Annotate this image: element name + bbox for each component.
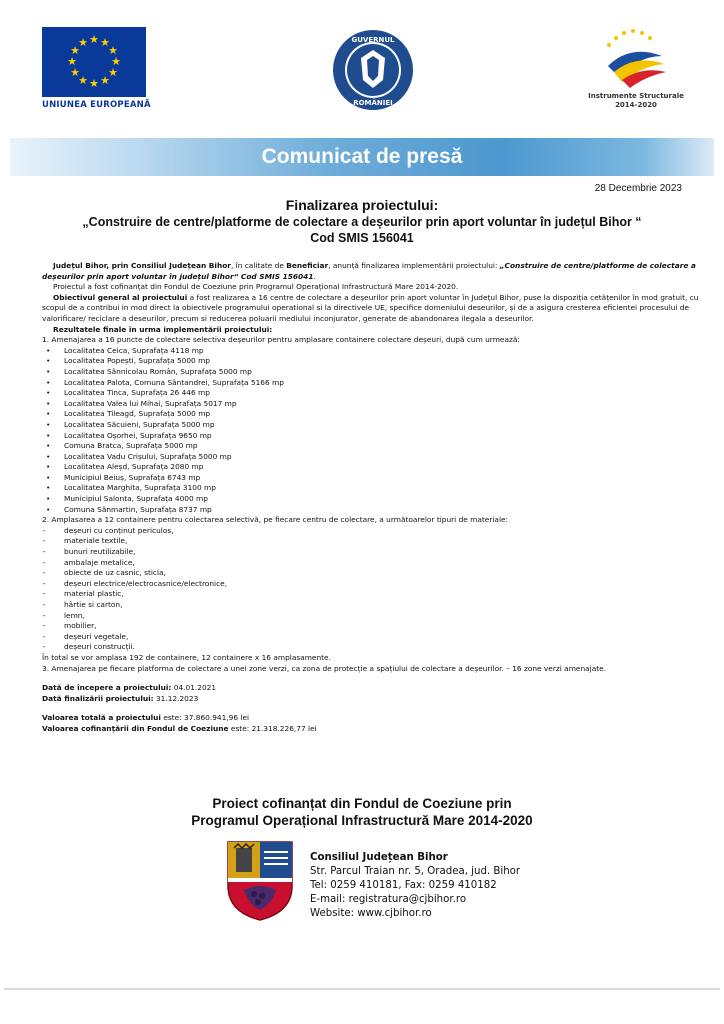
list-item: - deșeuri construcții. — [42, 642, 710, 653]
eu-stars — [42, 27, 146, 97]
svg-text:ROMÂNIEI: ROMÂNIEI — [353, 99, 393, 107]
svg-text:★: ★ — [78, 74, 88, 87]
svg-text:★: ★ — [89, 77, 99, 90]
banner-title: Comunicat de presă — [261, 145, 463, 168]
intro-text-rest: , anunță finalizarea implementării proiectului: — [328, 261, 500, 270]
total-containers-line: În total se vor amplasa 192 de containere, 12 containere x 16 amplasamente. — [42, 652, 331, 662]
bihor-crest-icon — [224, 838, 296, 922]
bottom-divider — [4, 988, 720, 990]
svg-text:GUVERNUL: GUVERNUL — [351, 36, 395, 44]
list-item: • Localitatea Săcuieni, Suprafața 5000 mp — [42, 420, 710, 431]
list-item: • Municipiul Beiuș, Suprafața 6743 mp — [42, 473, 710, 484]
objective-text: a fost realizarea a 16 centre de colectare a deșeurilor prin aport voluntar în Județul Bihor, puse la dispoziția cetățenilor în mod gratuit, cu scopul de a contribui in mod direct la obiectivele programului operational si la directivele UE, specifice domeniului deseurilor, și de a asigura cresterea eficientei procesului de valorificare/ reciclare a deseurilor, precum si reducerea poluarii mediului inconjurator, generate de abandonarea ilegala a deseurilor. — [42, 292, 699, 323]
svg-text:★: ★ — [111, 55, 121, 68]
list-item: • Localitatea Popești, Suprafața 5000 mp — [42, 356, 710, 367]
footer-title-line1: Proiect cofinanțat din Fondul de Coeziune prin — [212, 796, 512, 811]
locations-list — [42, 346, 710, 516]
list-item: - material plastic, — [42, 589, 710, 600]
list-item: - deșeuri cu conținut periculos, — [42, 526, 710, 537]
footer-title-line2: Programul Operațional Infrastructură Mare 2014-2020 — [191, 813, 533, 828]
list-item: • Comuna Bratca, Suprafața 5000 mp — [42, 441, 710, 452]
intro-beneficiar-label: Beneficiar — [286, 261, 329, 270]
list-item: - hârtie si carton, — [42, 600, 710, 611]
cofinancing-paragraph: Proiectul a fost cofinanțat din Fondul de Coeziune prin Programul Operațional Infrastructură Mare 2014-2020. — [53, 282, 459, 292]
list-item: - materiale textile, — [42, 536, 710, 547]
result-item-2: 2. Amplasarea a 12 containere pentru colectarea selectivă, pe fiecare centru de colectare, a următoarelor tipuri de materiale: — [42, 515, 509, 525]
list-item: • Localitatea Tileagd, Suprafața 5000 mp — [42, 409, 710, 420]
contact-phone: Tel: 0259 410181, Fax: 0259 410182 — [310, 880, 497, 891]
government-seal-icon — [331, 28, 415, 112]
total-value-amount: este: 37.860.941,96 lei — [160, 713, 250, 723]
intro-project-name: „Construire de centre/platforme de colectare a deșeurilor prin aport voluntar în județul Bihor“ Cod SMIS 156041 — [42, 261, 696, 281]
spacer — [42, 674, 710, 683]
eu-label: UNIUNEA EUROPEANĂ — [42, 100, 151, 110]
list-item: - obiecte de uz casnic, sticla, — [42, 568, 710, 579]
total-value-label: Valoarea totală a proiectului — [42, 713, 161, 723]
contact-address: Str. Parcul Traian nr. 5, Oradea, jud. Bihor — [310, 866, 521, 877]
footer-title — [40, 795, 684, 829]
contact-block — [310, 851, 520, 921]
list-item: - bunuri reutilizabile, — [42, 547, 710, 558]
svg-text:★: ★ — [78, 36, 88, 49]
svg-text:★: ★ — [67, 55, 77, 68]
list-item: • Comuna Sânmartin, Suprafața 8737 mp — [42, 505, 710, 516]
end-date-label: Dată finalizării proiectului: — [42, 693, 154, 703]
results-title-text: Rezultatele finale în urma implementării proiectului: — [53, 324, 273, 334]
list-item: - mobilier, — [42, 621, 710, 632]
heading-line3: Cod SMIS 156041 — [310, 231, 414, 245]
intro-beneficiary: Județul Bihor, prin Consiliul Județean Bihor — [53, 261, 231, 270]
svg-text:★: ★ — [108, 44, 118, 57]
list-item: • Localitatea Aleșd, Suprafața 2080 mp — [42, 462, 710, 473]
end-date-line — [42, 694, 710, 705]
press-release-date: 28 Decembrie 2023 — [594, 183, 682, 194]
contact-organization: Consiliul Județean Bihor — [310, 852, 448, 863]
svg-text:★: ★ — [70, 66, 80, 79]
cofinancing-value-line — [42, 724, 710, 735]
document-body — [42, 261, 710, 735]
spacer — [42, 704, 710, 713]
header-logos — [0, 0, 724, 135]
list-item: • Localitatea Vadu Crișului, Suprafața 5000 mp — [42, 452, 710, 463]
intro-paragraph — [42, 261, 710, 282]
svg-text:★: ★ — [108, 66, 118, 79]
list-item: • Localitatea Ceica, Suprafața 4118 mp — [42, 346, 710, 357]
heading-line2: „Construire de centre/platforme de colectare a deșeurilor prin aport voluntar în județul Bihor “ — [82, 215, 642, 229]
cofinancing-value-amount: este: 21.318.226,77 lei — [228, 723, 317, 733]
start-date-label: Dată de începere a proiectului: — [42, 683, 172, 693]
contact-email[interactable]: E-mail: registratura@cjbihor.ro — [310, 894, 467, 905]
title-banner — [10, 138, 714, 176]
start-date-value: 04.01.2021 — [171, 683, 217, 693]
intro-text: , în calitate de — [230, 261, 287, 270]
result-item-3: 3. Amenajarea pe fiecare platforma de colectare a unei zone verzi, ca zona de protecție a spațiului de colectare a deșeurilor. – 16 zone verzi amenajate. — [42, 663, 607, 673]
list-item: - deșeuri electrice/electrocasnice/electronice, — [42, 579, 710, 590]
svg-text:★: ★ — [89, 33, 99, 46]
result-item-1: 1. Amenajarea a 16 puncte de colectare selectiva deșeurilor pentru amplasare containere colectare deșeuri, după cum urmează: — [42, 335, 520, 345]
list-item: • Localitatea Tinca, Suprafața 26 446 mp — [42, 388, 710, 399]
cofinancing-value-label: Valoarea cofinanțării din Fondul de Coeziune — [42, 723, 229, 733]
list-item: • Localitatea Sânnicolau Român, Suprafața 5000 mp — [42, 367, 710, 378]
list-item: • Localitatea Valea lui Mihai, Suprafața 5017 mp — [42, 399, 710, 410]
total-value-line — [42, 713, 710, 724]
instrumente-label-line2: 2014-2020 — [615, 101, 657, 109]
eu-flag-icon — [42, 27, 146, 97]
instrumente-label — [586, 92, 686, 110]
heading-line1: Finalizarea proiectului: — [285, 197, 439, 213]
list-item: • Municipiul Salonta, Suprafața 4000 mp — [42, 494, 710, 505]
svg-text:★: ★ — [70, 44, 80, 57]
instrumente-label-line1: Instrumente Structurale — [588, 92, 684, 100]
instrumente-structurale-logo-icon — [600, 26, 670, 92]
contact-website[interactable]: Website: www.cjbihor.ro — [310, 908, 432, 919]
list-item: • Localitatea Palota, Comuna Sântandrei, Suprafața 5166 mp — [42, 378, 710, 389]
start-date-line — [42, 683, 710, 694]
list-item: - lemn, — [42, 611, 710, 622]
materials-list — [42, 526, 710, 653]
svg-text:★: ★ — [100, 74, 110, 87]
end-date-value: 31.12.2023 — [153, 693, 199, 703]
list-item: - ambalaje metalice, — [42, 558, 710, 569]
objective-label: Obiectivul general al proiectului — [53, 292, 188, 302]
svg-text:★: ★ — [100, 36, 110, 49]
results-title — [42, 325, 710, 336]
objective-paragraph — [42, 293, 710, 325]
intro-end: . — [313, 271, 316, 281]
list-item: • Localitatea Marghita, Suprafața 3100 mp — [42, 483, 710, 494]
list-item: - deșeuri vegetale, — [42, 632, 710, 643]
document-heading — [40, 197, 684, 246]
list-item: • Localitatea Oșorhei, Suprafața 9650 mp — [42, 431, 710, 442]
